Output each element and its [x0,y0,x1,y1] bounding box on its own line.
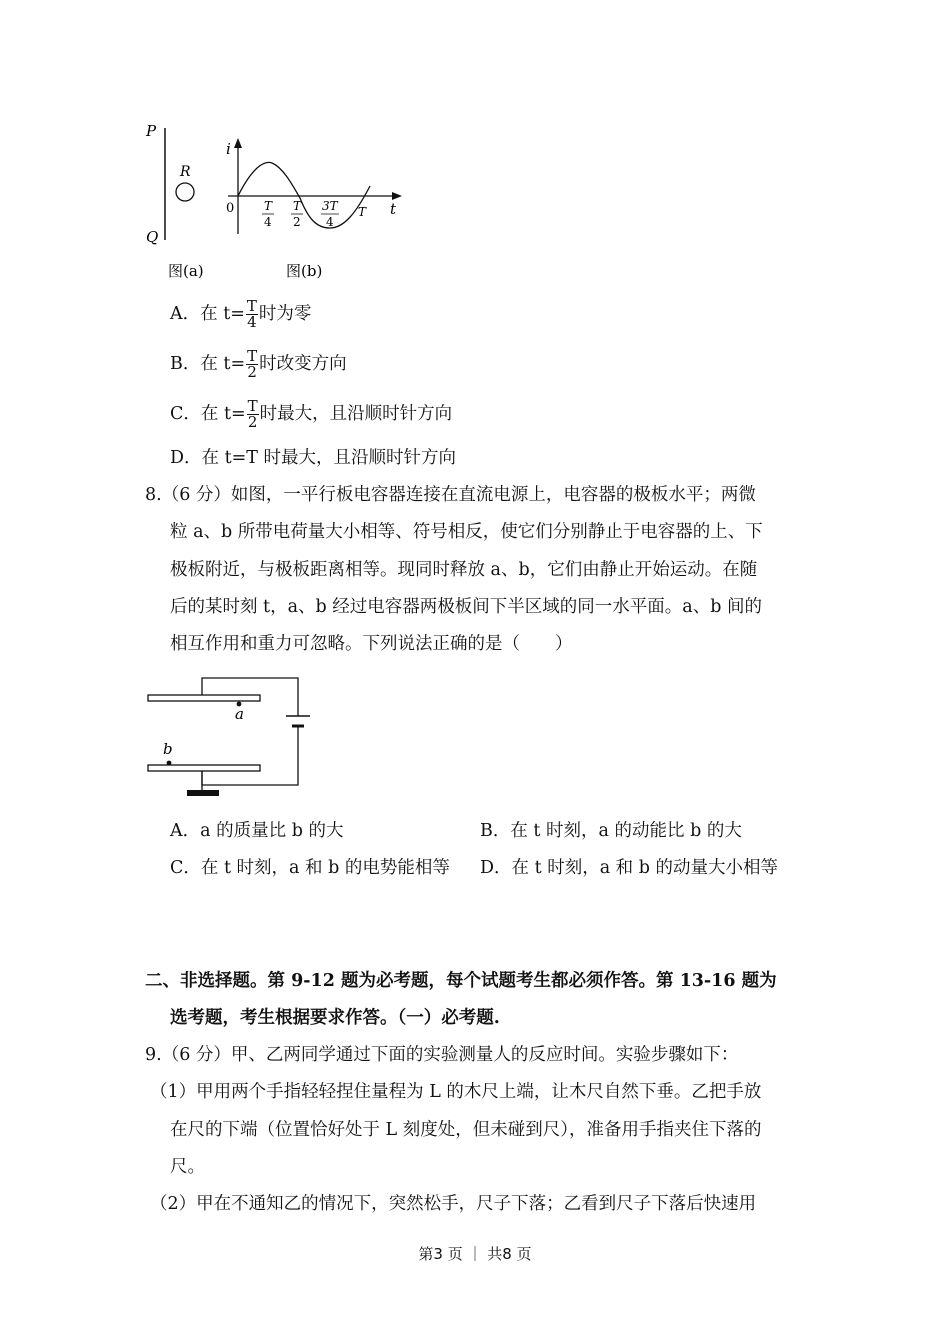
fraction-num: T [247,347,258,365]
q9-line-3: 在尺的下端（位置恰好处于 L 刻度处，但未碰到尺），准备用手指夹住下落的 [170,1120,762,1140]
tick-t4-den: 4 [264,215,272,229]
q8-option-d: D．在 t 时刻，a 和 b 的动量大小相等 [480,858,779,878]
fraction-den: 4 [247,313,257,331]
lower-wire [202,726,298,785]
q8-line-1: 8.（6 分）如图，一平行板电容器连接在直流电源上，电容器的极板水平；两微 [145,485,756,505]
q9-line-5: （2）甲在不通知乙的情况下，突然松手，尺子下落；乙看到尺子下落后快速用 [150,1194,757,1214]
q8-line-2: 粒 a、b 所带电荷量大小相等、符号相反，使它们分别静止于电容器的上、下 [170,522,763,542]
q8-option-c: C．在 t 时刻，a 和 b 的电势能相等 [170,858,450,878]
q9-line-4: 尺。 [170,1157,205,1177]
q7-option-b-post: 时改变方向 [259,354,347,374]
particle-a-label: a [235,705,244,723]
ground-symbol [187,790,219,796]
q7-option-c-pre: C．在 t= [170,404,246,424]
tick-t-label: T [358,205,367,219]
ring-r [176,183,194,201]
fraction [247,399,259,430]
section-2-heading-line-2: 选考题，考生根据要求作答。（一）必考题. [170,1008,500,1028]
label-q: Q [146,228,159,246]
label-r: R [180,164,191,180]
q7-option-a-post: 时为零 [258,304,312,324]
upper-plate [148,695,260,701]
q7-option-c-post: 时最大，且沿顺时针方向 [259,404,453,424]
q8-line-3: 极板附近，与极板距离相等。现同时释放 a、b，它们由静止开始运动。在随 [170,560,758,580]
current-curve [238,162,370,228]
q9-line-2: （1）甲用两个手指轻轻捏住量程为 L 的木尺上端，让木尺自然下垂。乙把手放 [150,1082,762,1102]
q7-figure [140,118,420,286]
fraction-den: 2 [247,413,258,431]
q7-option-b [170,349,347,380]
axis-t-arrow [392,192,402,200]
q8-option-a: A．a 的质量比 b 的大 [170,821,344,841]
label-p: P [146,122,157,140]
q7-option-a [170,299,311,330]
tick-t4-num: T [264,199,273,213]
q9-line-1: 9.（6 分）甲、乙两同学通过下面的实验测量人的反应时间。实验步骤如下： [145,1045,739,1065]
axis-t-label: t [390,200,397,218]
fraction-num: T [246,297,257,315]
q8-option-b: B．在 t 时刻，a 的动能比 b 的大 [480,821,742,841]
fraction-den: 2 [247,363,257,381]
capacitor-figure [140,670,320,802]
origin-label: 0 [226,201,235,216]
q7-option-a-pre: A．在 t= [170,304,245,324]
q7-option-b-pre: B．在 t= [170,354,246,374]
caption-b: 图(b) [286,262,323,280]
tick-t2-den: 2 [293,215,301,229]
axis-i-arrow [234,138,242,148]
q7-option-d: D．在 t=T 时最大，且沿顺时针方向 [170,448,457,468]
section-2-heading-line-1: 二、非选择题。第 9-12 题为必考题，每个试题考生都必须作答。第 13-16 题为 [145,971,777,991]
q7-option-c [170,399,452,430]
fraction [246,349,258,380]
particle-b-label: b [163,740,173,758]
fraction-num: T [247,397,258,415]
tick-t2-num: T [293,199,302,213]
tick-3t4-num: 3T [322,199,338,213]
lower-plate [148,765,260,771]
q8-line-5: 相互作用和重力可忽略。下列说法正确的是（ ） [170,634,573,654]
caption-a: 图(a) [168,262,204,280]
axis-i-label: i [226,140,231,158]
q8-line-4: 后的某时刻 t，a、b 经过电容器两极板间下半区域的同一水平面。a、b 间的 [170,597,762,617]
fraction [246,299,258,330]
tick-3t4-den: 4 [326,215,334,229]
page-footer: 第3 页 ｜ 共8 页 [418,1245,532,1263]
